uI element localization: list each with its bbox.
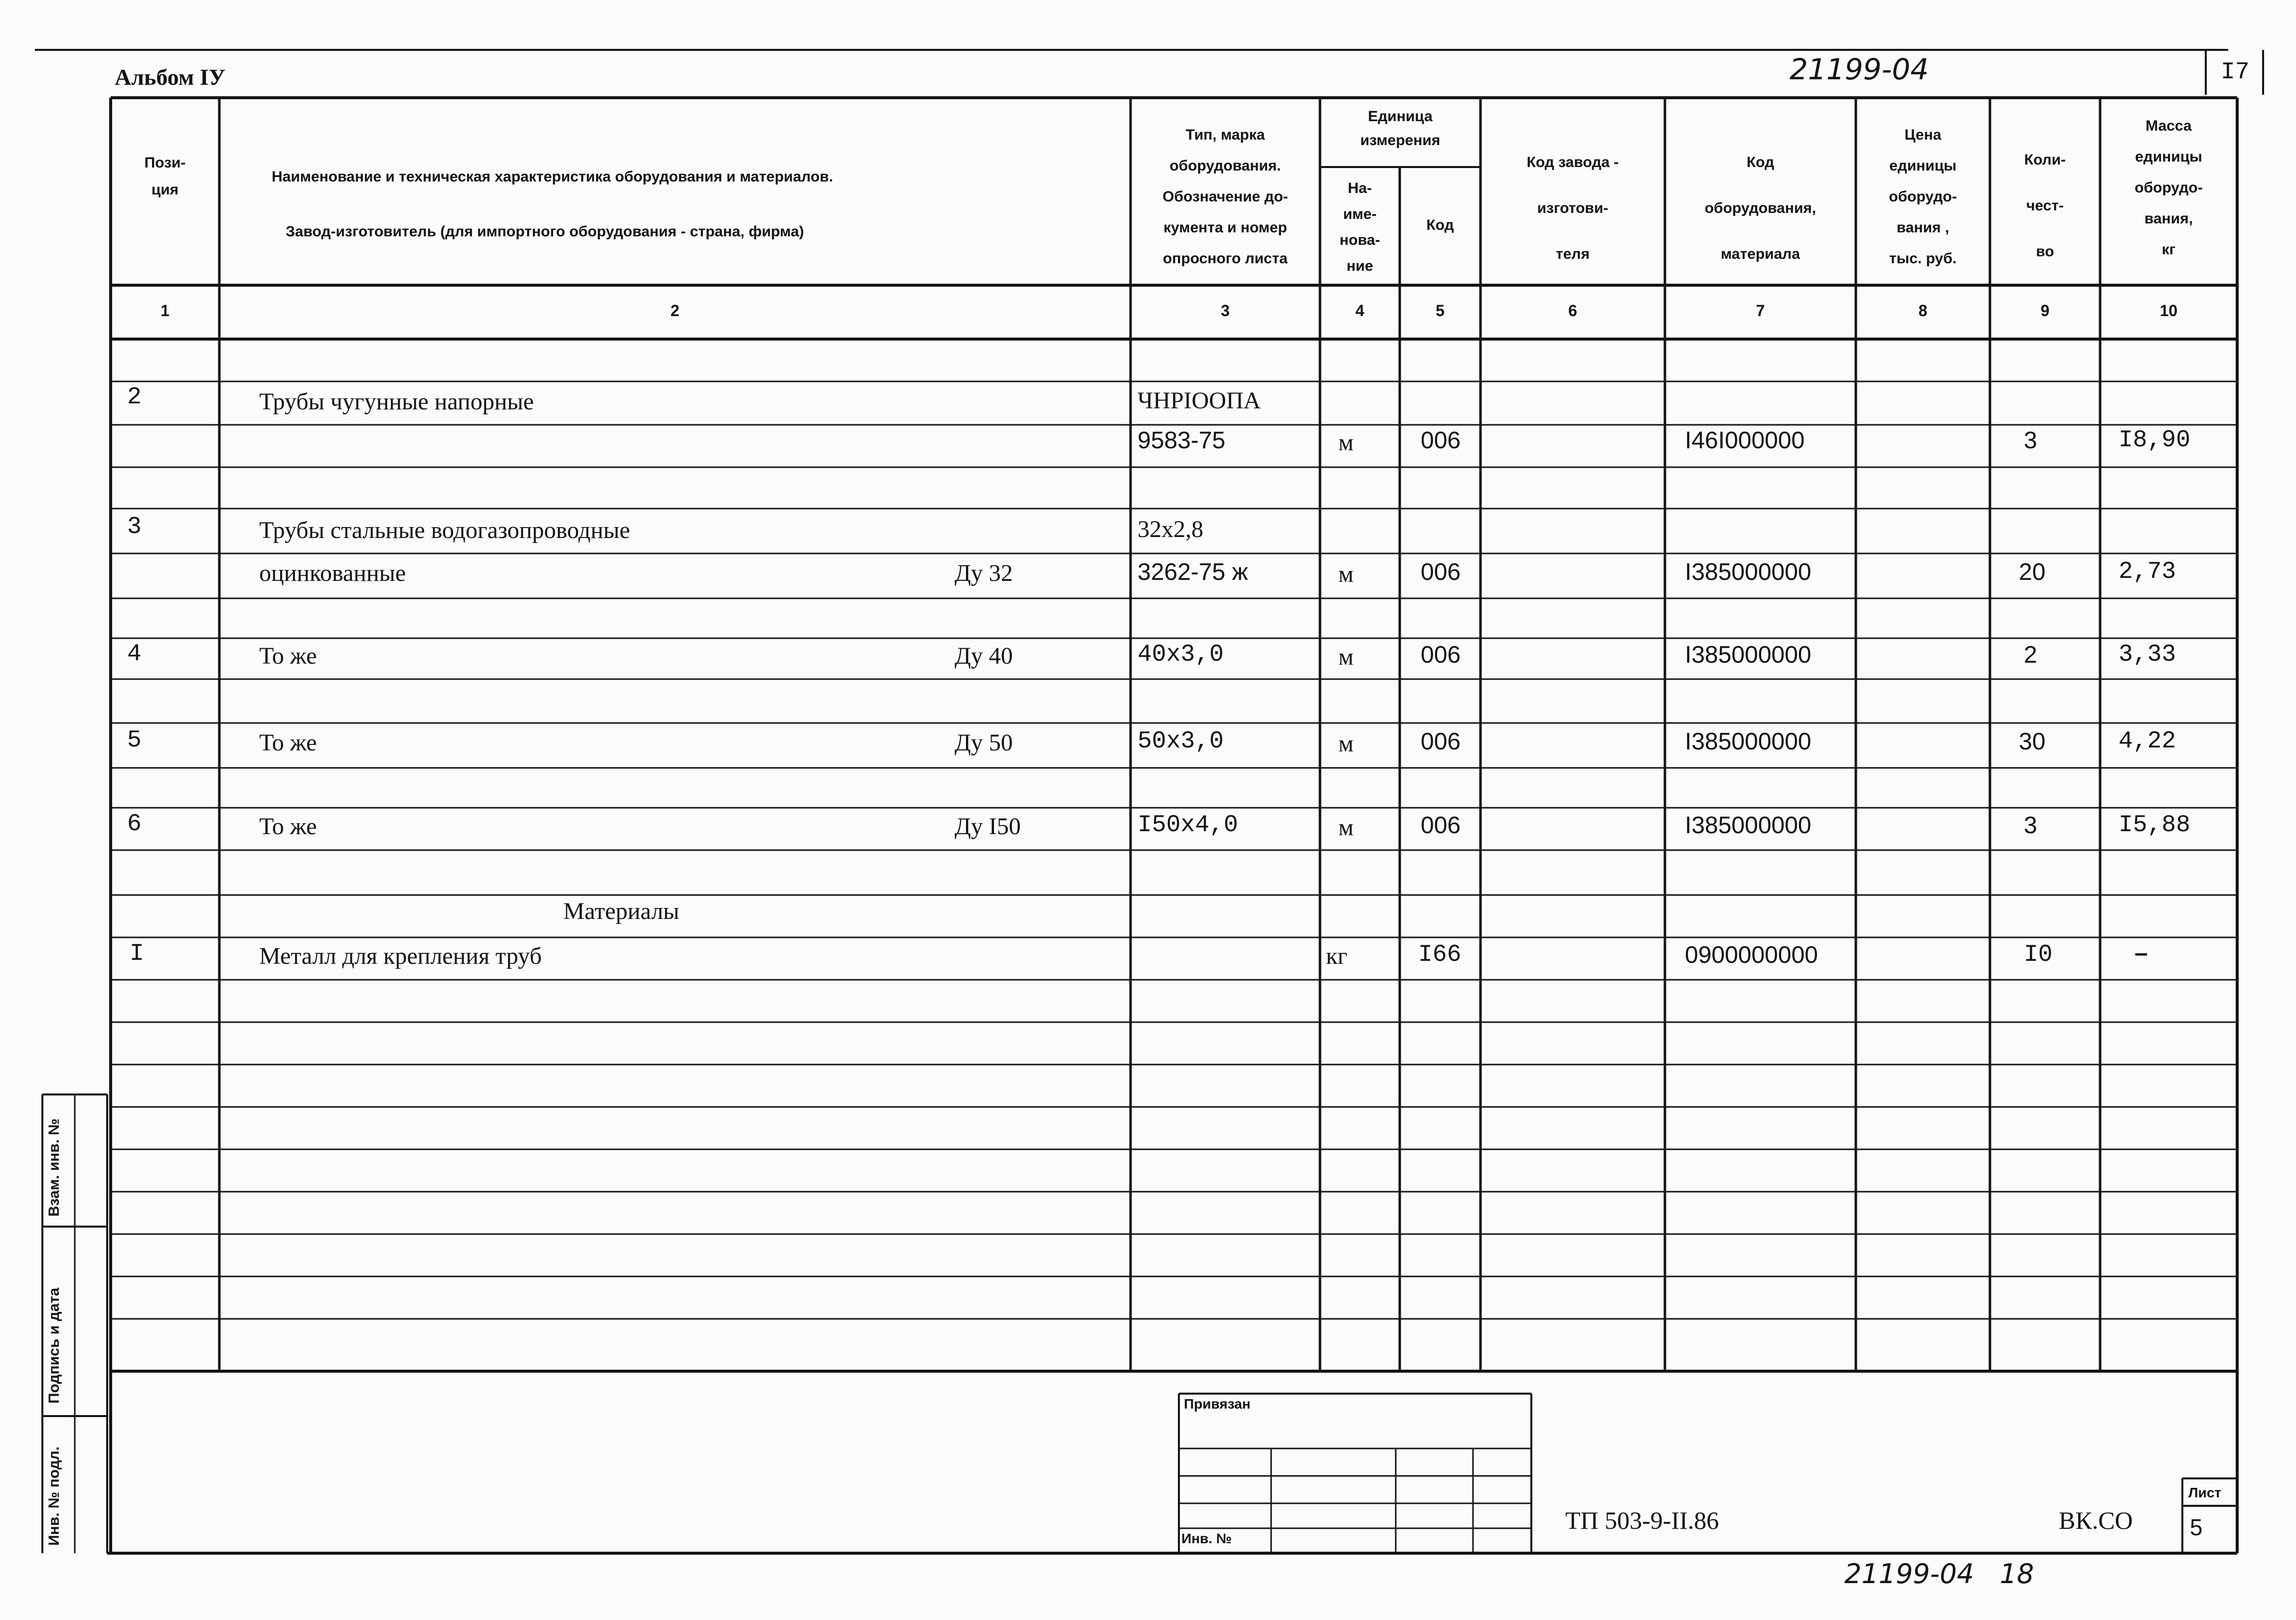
col-number: 9 [2040, 302, 2050, 320]
row-position: 6 [127, 811, 142, 838]
col-number: 6 [1568, 302, 1577, 320]
col-number: 4 [1355, 302, 1364, 320]
row-unit: кг [1326, 943, 1348, 969]
row-quantity: 20 [2019, 559, 2046, 585]
page-number: I7 [2221, 59, 2250, 86]
stamp-doc-code: ТП 503-9-II.86 [1565, 1506, 1719, 1534]
row-quantity: 2 [2024, 642, 2037, 668]
row-code: 006 [1421, 427, 1461, 454]
row-name: То же [259, 813, 317, 840]
row-material-code: 0900000000 [1685, 942, 1818, 968]
sheet-label: Лист [2188, 1485, 2222, 1500]
sheet-number: 5 [2190, 1514, 2203, 1540]
row-position: 4 [127, 641, 142, 668]
row-name: То же [259, 643, 317, 669]
stamp-inv-label: Инв. № [1181, 1531, 1232, 1546]
row-quantity: 3 [2024, 427, 2037, 454]
row-type: 3262-75 ж [1138, 559, 1248, 585]
row-mass: 3,33 [2119, 641, 2176, 668]
row-unit: м [1338, 644, 1354, 670]
col-1-heading: Пози- ция [144, 155, 186, 198]
col-5-heading: Код [1426, 217, 1454, 233]
col-10-heading: Масса единицы оборудо- вания, кг [2134, 118, 2203, 258]
col-number: 3 [1221, 302, 1230, 320]
row-type: 32х2,8 [1138, 516, 1203, 542]
side-stamp-signature: Подпись и дата [46, 1287, 62, 1404]
row-name: То же [259, 729, 317, 756]
row-position: 5 [127, 727, 142, 754]
row-material-code: I385000000 [1685, 728, 1811, 755]
col-9-heading: Коли- чест- во [2024, 152, 2066, 260]
col-number: 10 [2159, 302, 2178, 320]
row-type: 9583-75 [1138, 427, 1226, 454]
row-type: 50х3,0 [1138, 728, 1224, 755]
col-7-heading: Код оборудования, материала [1704, 154, 1816, 262]
row-code: I66 [1418, 941, 1462, 968]
col-number: 7 [1756, 302, 1765, 320]
row-material-code: I385000000 [1685, 642, 1811, 668]
row-unit: м [1338, 429, 1354, 456]
row-mass: I5,88 [2119, 812, 2191, 839]
col-2-heading: Наименование и техническая характеристика оборудования и материалов. Завод-изготовитель (для импортного оборудования - страна, фирма) [272, 169, 833, 240]
row-position: I [130, 940, 144, 967]
row-name: Металл для крепления труб [259, 943, 542, 969]
row-code: 006 [1421, 728, 1461, 755]
stamp-sheet-code: ВК.СО [2059, 1506, 2133, 1534]
col-3-heading: Тип, марка оборудования. Обозначение до- кумента и номер опросного листа [1162, 127, 1288, 267]
row-mass: 4,22 [2119, 728, 2176, 755]
row-unit: м [1338, 814, 1354, 841]
col-number: 8 [1918, 302, 1928, 320]
row-mass: – [2134, 940, 2148, 966]
stamp-attached-label: Привязан [1184, 1396, 1251, 1412]
row-material-code: I46I000000 [1685, 427, 1805, 454]
col-4-heading: На- име- нова- ние [1339, 180, 1380, 274]
row-quantity: I0 [2024, 941, 2053, 968]
side-stamp-replacement: Взам. инв. № [46, 1118, 62, 1217]
col-number: 2 [670, 302, 679, 320]
row-nominal-diameter: Ду 32 [955, 560, 1013, 586]
row-position: 2 [127, 384, 142, 411]
row-unit: м [1338, 561, 1354, 587]
footer-note: 21199-04 18 [1844, 1558, 2034, 1590]
row-nominal-diameter: Ду 50 [955, 729, 1013, 756]
doc-number: 21199-04 [1790, 52, 1929, 86]
row-quantity: 30 [2019, 728, 2046, 755]
row-position: 3 [127, 514, 142, 540]
row-mass: I8,90 [2119, 427, 2191, 454]
col-number: 5 [1436, 302, 1445, 320]
section-heading: Материалы [563, 898, 679, 924]
row-material-code: I385000000 [1685, 559, 1811, 585]
row-quantity: 3 [2024, 812, 2037, 839]
row-unit: м [1338, 730, 1354, 757]
col-6-heading: Код завода - изготови- теля [1526, 154, 1619, 262]
row-name: оцинкованные [259, 560, 406, 586]
col-number: 1 [161, 302, 169, 320]
row-type: ЧНРIООПА [1138, 387, 1261, 414]
unit-group-heading: Единица измерения [1360, 108, 1441, 149]
col-8-heading: Цена единицы оборудо- вания , тыс. руб. [1889, 127, 1957, 267]
row-name: Трубы стальные водогазопроводные [259, 517, 630, 543]
row-code: 006 [1421, 642, 1461, 668]
row-mass: 2,73 [2119, 558, 2176, 585]
row-type: I50х4,0 [1138, 812, 1238, 839]
row-nominal-diameter: Ду I50 [955, 813, 1021, 840]
row-code: 006 [1421, 559, 1461, 585]
row-material-code: I385000000 [1685, 812, 1811, 839]
side-stamp-inventory: Инв. № подл. [46, 1446, 62, 1546]
row-name: Трубы чугунные напорные [259, 388, 534, 415]
album-label: Альбом IУ [115, 64, 226, 90]
row-code: 006 [1421, 812, 1461, 839]
row-nominal-diameter: Ду 40 [955, 643, 1013, 669]
row-type: 40х3,0 [1138, 641, 1224, 668]
